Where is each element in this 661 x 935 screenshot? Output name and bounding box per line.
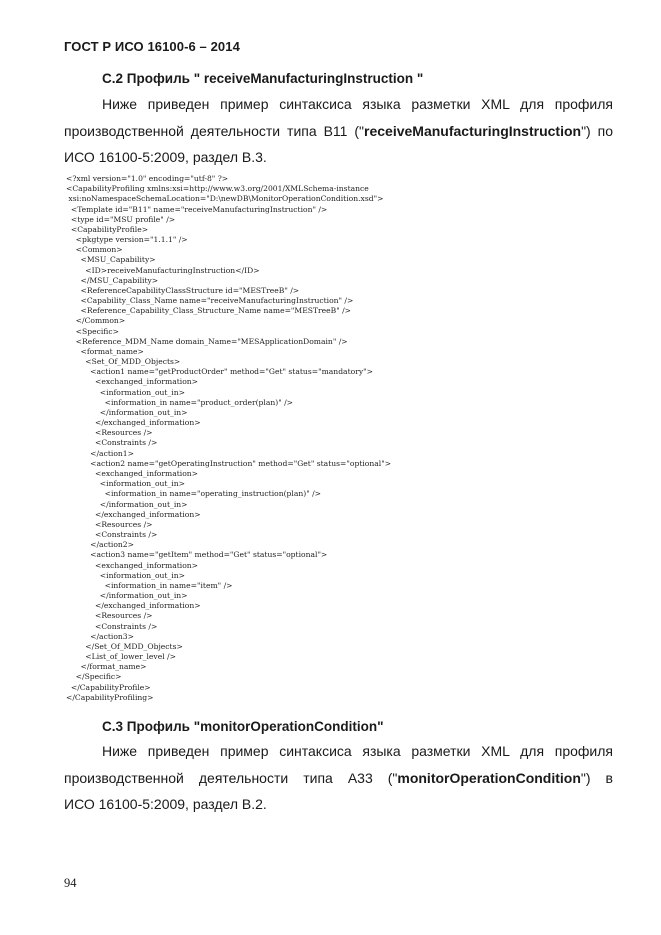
code-line: <Constraints /> (66, 621, 158, 631)
code-line: </information_out_in> (66, 407, 188, 417)
code-line: <action3 name="getItem" method="Get" status="optional"> (66, 550, 328, 560)
code-line: <Specific> (66, 326, 119, 336)
code-line: </exchanged_information> (66, 418, 201, 428)
code-line: <exchanged_information> (66, 468, 199, 478)
document-header: ГОСТ Р ИСО 16100-6 – 2014 (64, 39, 240, 54)
code-line: <information_in name="product_order(plan)" /> (66, 397, 294, 407)
code-line: <Template id="B11" name="receiveManufacturingInstruction" /> (66, 204, 328, 214)
code-line: <?xml version="1.0" encoding="utf-8" ?> (66, 174, 229, 183)
code-line: </exchanged_information> (66, 509, 201, 519)
code-line: <Resources /> (66, 519, 153, 529)
code-line: </Common> (66, 316, 126, 326)
code-line: </MSU_Capability> (66, 275, 159, 285)
code-line: </action1> (66, 448, 134, 458)
page-number: 94 (64, 876, 77, 890)
code-line: </format_name> (66, 662, 147, 672)
code-line: <Capability_Class_Name name="receiveManufacturingInstruction" /> (66, 296, 354, 306)
code-line: <information_in name="item" /> (66, 580, 233, 590)
code-line: xsi:noNamespaceSchemaLocation="D:\newDB\MonitorOperationCondition.xsd"> (66, 194, 384, 204)
code-line: <type id="MSU profile" /> (66, 214, 176, 224)
code-line: <Resources /> (66, 428, 153, 438)
paragraph-c2 (64, 91, 613, 171)
code-line: <exchanged_information> (66, 560, 199, 570)
code-line: <CapabilityProfiling xmlns:xsi=http://www.w3.org/2001/XMLSchema-instance (66, 184, 369, 194)
code-line: <CapabilityProfile> (66, 224, 149, 234)
code-line: </CapabilityProfile> (66, 682, 151, 692)
paragraph-c2-line-2: производственной деятельности типа B11 ("receiveManufacturingInstruction") по (64, 122, 614, 139)
code-line: <information_out_in> (66, 479, 185, 489)
code-line: <Reference_Capability_Class_Structure_Name name="MESTreeB" /> (66, 306, 352, 316)
code-line: <Common> (66, 245, 123, 255)
code-line: </exchanged_information> (66, 601, 201, 611)
paragraph-c2-line-1: Ниже приведен пример синтаксиса языка разметки XML для профиля (102, 96, 613, 112)
code-line: </CapabilityProfiling> (66, 692, 154, 702)
code-line: <information_out_in> (66, 570, 185, 580)
paragraph-c3-line-2: производственной деятельности типа A33 ("monitorOperationCondition") в (64, 769, 613, 786)
code-line: <Constraints /> (66, 438, 158, 448)
code-line: </information_out_in> (66, 499, 188, 509)
code-line: <ReferenceCapabilityClassStructure id="MESTreeB" /> (66, 285, 300, 295)
section-heading-c3: С.3 Профиль "monitorOperationCondition" (102, 719, 384, 734)
code-line: <MSU_Capability> (66, 255, 156, 265)
xml-code-listing (66, 174, 391, 703)
code-line: <Reference_MDM_Name domain_Name="MESApplicationDomain" /> (66, 336, 348, 346)
code-line: </information_out_in> (66, 591, 188, 601)
code-line: <Resources /> (66, 611, 153, 621)
code-line: <format_name> (66, 346, 144, 356)
code-line: </Specific> (66, 672, 122, 682)
code-line: </action2> (66, 540, 134, 550)
code-line: <information_out_in> (66, 387, 185, 397)
paragraph-c3 (64, 738, 613, 818)
code-line: </action3> (66, 631, 134, 641)
code-line: <Set_Of_MDD_Objects> (66, 357, 181, 367)
code-line: <action2 name="getOperatingInstruction" method="Get" status="optional"> (66, 458, 392, 468)
code-line: </Set_Of_MDD_Objects> (66, 641, 183, 651)
code-line: <List_of_lower_level /> (66, 652, 176, 662)
paragraph-c3-line-1: Ниже приведен пример синтаксиса языка разметки XML для профиля (102, 743, 613, 759)
code-line: <ID>receiveManufacturingInstruction</ID> (66, 265, 260, 275)
code-line: <information_in name="operating_instruction(plan)" /> (66, 489, 322, 499)
paragraph-c3-line-3: ИСО 16100-5:2009, раздел B.2. (64, 796, 267, 812)
profile-name-bold: monitorOperationCondition (397, 769, 581, 786)
paragraph-c2-line-3: ИСО 16100-5:2009, раздел B.3. (64, 149, 267, 165)
code-line: <pkgtype version="1.1.1" /> (66, 235, 188, 245)
code-line: <exchanged_information> (66, 377, 199, 387)
code-line: <Constraints /> (66, 530, 158, 540)
section-heading-c2: С.2 Профиль " receiveManufacturingInstruction " (102, 71, 424, 86)
profile-name-bold: receiveManufacturingInstruction (364, 122, 582, 139)
code-line: <action1 name="getProductOrder" method="Get" status="mandatory"> (66, 367, 373, 377)
